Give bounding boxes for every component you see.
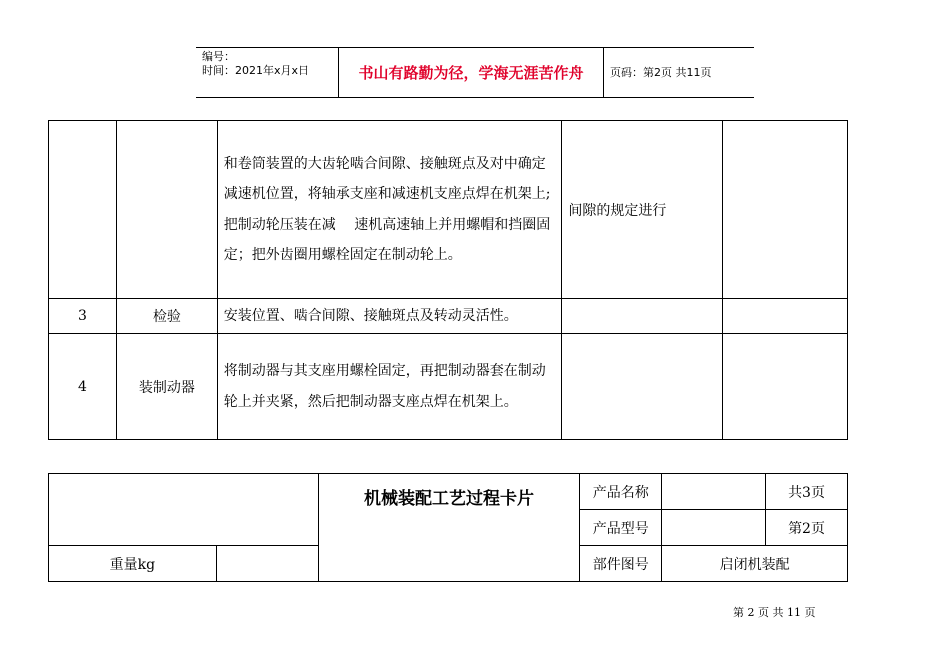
document-header bbox=[196, 47, 754, 98]
part-drawing-value: 启闭机装配 bbox=[662, 546, 848, 582]
header-page-number: 页码：第2页 共11页 bbox=[610, 66, 712, 79]
step-note-cell: 间隙的规定进行 bbox=[562, 121, 723, 299]
part-drawing-label: 部件图号 bbox=[580, 546, 662, 582]
product-model-value bbox=[662, 510, 766, 546]
header-slogan-cell bbox=[338, 48, 604, 97]
weight-label: 重量kg bbox=[49, 546, 217, 582]
date-label: 时间：2021年x月x日 bbox=[202, 64, 310, 77]
table-row bbox=[49, 299, 848, 334]
card-row bbox=[49, 474, 848, 510]
product-name-value bbox=[662, 474, 766, 510]
card-title: 机械装配工艺过程卡片 bbox=[318, 474, 580, 582]
header-meta bbox=[196, 48, 338, 97]
total-pages: 共3页 bbox=[766, 474, 848, 510]
step-number-cell bbox=[49, 121, 117, 299]
weight-value bbox=[216, 546, 318, 582]
step-name-cell: 装制动器 bbox=[116, 334, 217, 440]
step-name-cell: 检验 bbox=[116, 299, 217, 334]
slogan: 书山有路勤为径，学海无涯苦作舟 bbox=[358, 64, 584, 82]
step-number-cell: 3 bbox=[49, 299, 117, 334]
step-content-cell: 和卷筒装置的大齿轮啮合间隙、接触斑点及对中确定减速机位置，将轴承支座和减速机支座点焊在机架上;把制动轮压装在减 速机高速轴上并用螺帽和挡圈固定；把外齿圈用螺栓固定在制动轮上。 bbox=[217, 121, 562, 299]
product-name-label: 产品名称 bbox=[580, 474, 662, 510]
step-name-cell bbox=[116, 121, 217, 299]
serial-number-label: 编号： bbox=[202, 50, 235, 63]
step-extra-cell bbox=[723, 299, 848, 334]
step-extra-cell bbox=[723, 121, 848, 299]
product-model-label: 产品型号 bbox=[580, 510, 662, 546]
header-page-cell bbox=[604, 48, 754, 97]
step-note-cell bbox=[562, 334, 723, 440]
step-content-cell: 将制动器与其支座用螺栓固定，再把制动器套在制动轮上并夹紧，然后把制动器支座点焊在机架上。 bbox=[217, 334, 562, 440]
step-number-cell: 4 bbox=[49, 334, 117, 440]
table-row bbox=[49, 121, 848, 299]
process-card bbox=[48, 473, 848, 582]
page-number: 第2页 bbox=[766, 510, 848, 546]
table-row bbox=[49, 334, 848, 440]
process-table bbox=[48, 120, 848, 440]
page-footer: 第 2 页 共 11 页 bbox=[733, 606, 816, 619]
step-content-cell: 安装位置、啮合间隙、接触斑点及转动灵活性。 bbox=[217, 299, 562, 334]
card-blank-area bbox=[49, 474, 319, 546]
step-extra-cell bbox=[723, 334, 848, 440]
step-note-cell bbox=[562, 299, 723, 334]
